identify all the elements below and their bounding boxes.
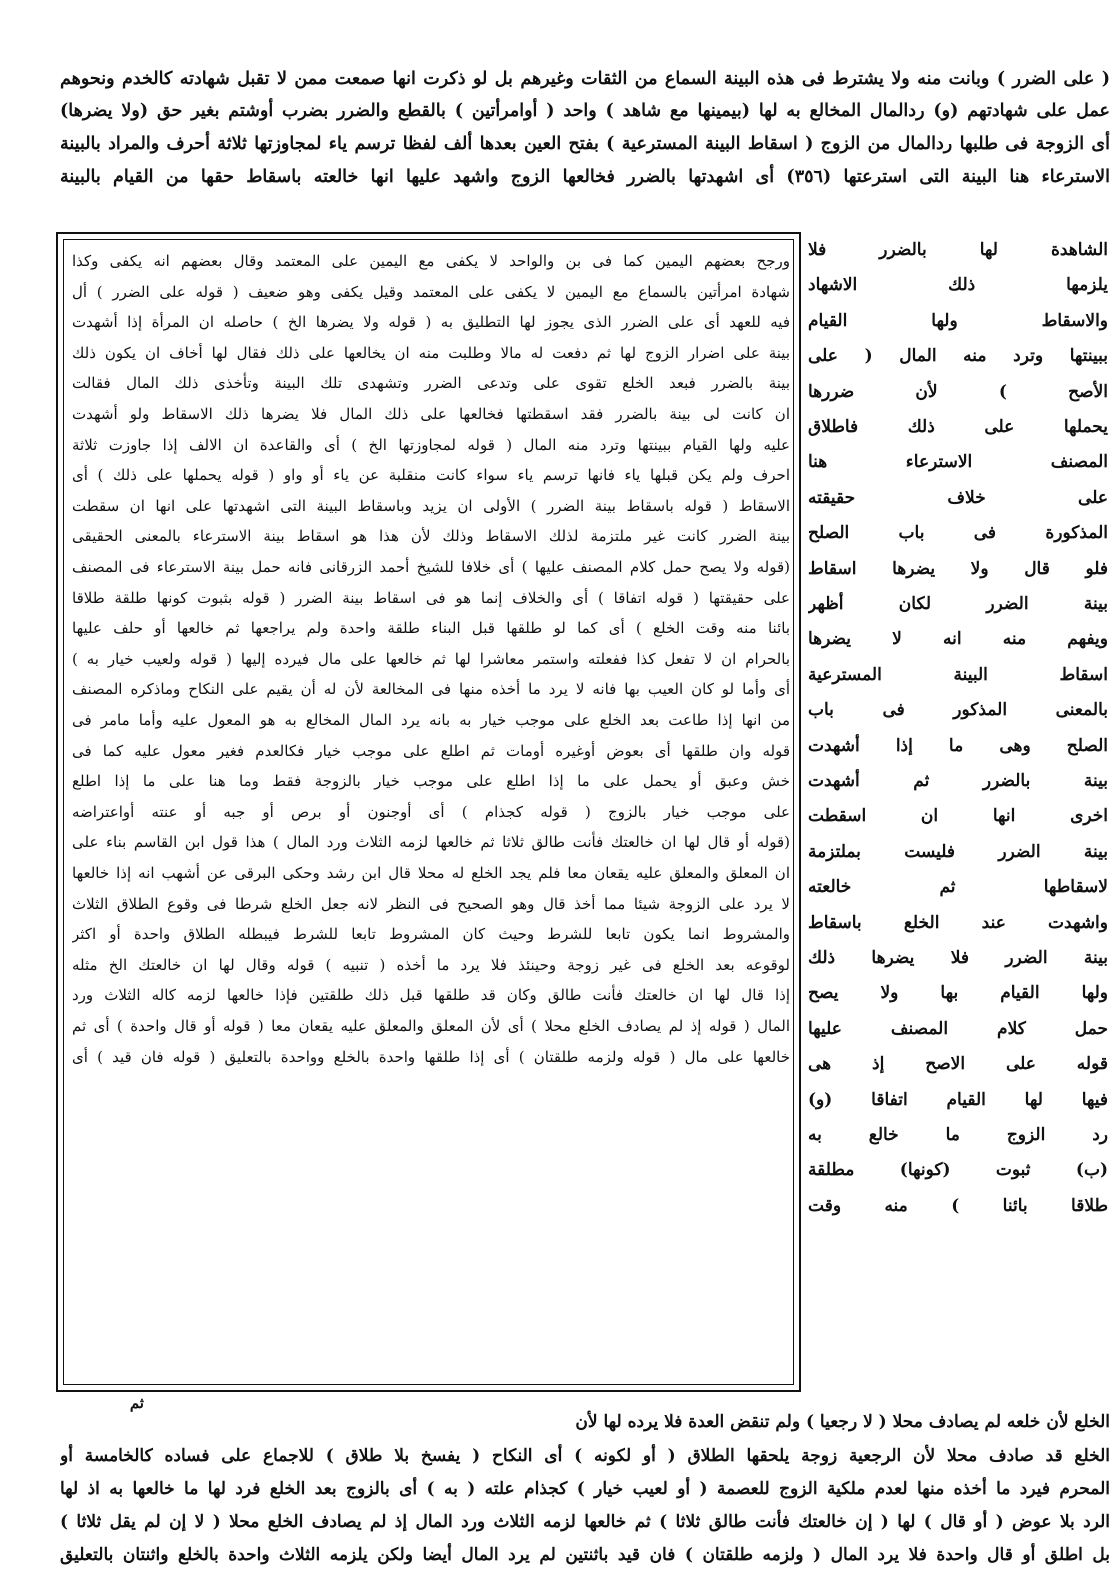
commentary-text-line: احرف ولم يكن قبلها ياء فانها ترسم ياء سواء كانت منقلبة عن ياء أو واو ( قوله يحملها على ذلك ) أى: [72, 466, 790, 485]
side-text-line: (ب) ثبوت (كونها) مطلقة: [808, 1160, 1108, 1181]
commentary-text-line: أى وأما لو كان العيب بها فانه لا يرد ما أخذه منها فى المخالعة لأن له أن يقيم على النكاح وماذكره المصنف: [72, 680, 790, 699]
text-line: أى الزوجة فى طلبها ردالمال من الزوج ( اسقاط البينة المسترعية ) بفتح العين بعدها ألف لفظا ترسم ياء لمجاوزتها ثلاثة أحرف والمراد بالبينة: [60, 134, 1110, 154]
commentary-text-line: بائنا منه وقت الخلع ) أى كما لو طلقها قبل البناء طلقة واحدة ولم يراجعها ثم خالعها أو حلف عليها: [72, 619, 790, 638]
text-line: عمل على شهادتهم (و) ردالمال المخالع به لها (بيمينها مع شاهد ) واحد ( أوامرأتين ) بالقطع والضرر بضرب أوشتم بغير حق (ولا يضرها): [60, 101, 1110, 121]
side-text-line: بينة بالضرر ثم أشهدت: [808, 771, 1108, 791]
commentary-text-line: خش وعبق أو يحمل على ما إذا اطلع على موجب خيار بالزوجة فقط وما هنا على ما إذا اطلع: [72, 772, 790, 791]
side-text-line: فلو قال ولا يضرها اسقاط: [808, 558, 1108, 579]
side-text-line: قوله على الاصح إذ هى: [808, 1054, 1108, 1075]
side-text-line: فيها لها القيام اتفاقا (و): [808, 1089, 1108, 1110]
side-text-line: واشهدت عند الخلع باسقاط: [808, 912, 1108, 933]
side-text-line: ولها القيام بها ولا يصح: [808, 983, 1108, 1004]
commentary-text-line: عليه ولها القيام ببينتها وترد منه المال ( قوله لمجاوزتها الخ ) أى والقاعدة ان الالف إذا جاوزت ثلاثة: [72, 435, 790, 454]
side-text-line: رد الزوج ما خالع به: [808, 1125, 1108, 1145]
side-text-line: ببينتها وترد منه المال ( على: [808, 346, 1108, 367]
side-text-line: اخرى انها ان اسقطت: [808, 806, 1108, 827]
side-text-line: المذكورة فى باب الصلح: [808, 523, 1108, 544]
commentary-text-line: (قوله أو قال لها ان خالعتك فأنت طالق ثلاثا ثم خالعها لزمه الثلاث ورد المال ) هذا قول ابن القاسم بناء على: [72, 833, 790, 852]
side-text-line: ويفهم منه انه لا يضرها: [808, 629, 1108, 650]
text-line: بل اطلق أو قال واحدة فلا يرد المال ( ولزمه طلقتان ) فان قيد باثنتين لم يرد المال أيضا ولكن يلزمه الثلاث واحدة بالخلع واثنتان بالتعليق: [60, 1545, 1110, 1565]
side-text-line: بينة الضرر فليست بملتزمة: [808, 841, 1108, 862]
side-text-line: يلزمها ذلك الاشهاد: [808, 275, 1108, 296]
commentary-text-line: ورجح بعضهم اليمين كما فى بن والواحد لا يكفى مع اليمين على المعتمد وقال بعضهم انه يكفى وكذا: [72, 252, 790, 270]
commentary-text-line: لا يرد على الزوجة شيئا مما أخذ قال وهو الصحيح فى النظر لانه جعل الخلع شرطا فى وقوع الطلاق الثلاث: [72, 894, 790, 913]
text-line: الخلع قد صادف محلا لأن الرجعية زوجة يلحقها الطلاق ( أو لكونه ) أى النكاح ( يفسخ بلا طلاق ) للاجماع على فساده كالخامسة أو: [60, 1446, 1110, 1466]
interline-word: ثم: [129, 1394, 144, 1412]
text-line: الخلع لأن خلعه لم يصادف محلا ( لا رجعيا ) ولم تنقض العدة فلا يرده لها لأن: [575, 1412, 1110, 1432]
side-text-line: بالمعنى المذكور فى باب: [808, 700, 1108, 721]
commentary-text-line: بينة على اضرار الزوج لها ثم دفعت له مالا وطلبت منه ان يخالعها على ذلك فقال لها أخاف ان يكون ذلك: [72, 343, 790, 362]
commentary-text-line: بينة بالضرر فبعد الخلع تقوى على وتدعى الضرر وتشهدى تلك البينة وتأخذى ذلك المال فقالت: [72, 374, 790, 393]
side-text-line: والاسقاط ولها القيام: [808, 310, 1108, 331]
commentary-text-line: لوقوعه بعد الخلع فى غير زوجة وحينئذ فلا يرد ما أخذه ( تنبيه ) قوله وقال لها ان خالعتك الخ مثله: [72, 955, 790, 974]
text-line: الاسترعاء هنا البينة التى استرعتها (٣٥٦) أى اشهدتها بالضرر فخالعها الزوج واشهد عليها انها خالعته باسقاط حقها من القيام بالبينة: [60, 167, 1110, 187]
side-text-line: على خلاف حقيقته: [808, 487, 1108, 508]
side-text-line: الأصح ) لأن ضررها: [808, 381, 1108, 402]
commentary-text-line: من انها إذا طاعت بعد الخلع على موجب خيار به بانه يرد المال المخالع به هو المعول عليه وأما مامر فى: [72, 711, 790, 729]
commentary-text-line: المال ( قوله إذ لم يصادف الخلع محلا ) أى لأن المعلق والمعلق عليه يقعان معا ( قوله أو قال واحدة ) أى ثم: [72, 1017, 790, 1035]
side-text-line: الصلح وهى ما إذا أشهدت: [808, 735, 1108, 756]
side-text-line: بينة الضرر فلا يضرها ذلك: [808, 948, 1108, 968]
commentary-text-line: ان المعلق والمعلق عليه يقعان معا فلم يجد الخلع له محلا قال ابن رشد وحكى البرقى عن أشهب انه إذا خالعها: [72, 864, 790, 882]
commentary-text-line: الاسقاط ( قوله باسقاط بينة الضرر ) الأولى ان يزيد وباسقاط البينة التى اشهدتها على انها ان سقطت: [72, 496, 790, 515]
commentary-text-line: خالعها على مال ( قوله ولزمه طلقتان ) أى إذا طلقها واحدة بالخلع وواحدة بالتعليق ( قوله فان قيد ) أى: [72, 1047, 790, 1066]
side-text-line: لاسقاطها ثم خالعته: [808, 877, 1108, 898]
commentary-text-line: ان كانت لى بينة بالضرر فقد اسقطتها فخالعها على ذلك المال فلا يضرها ذلك الاسقاط ولو أشهدت: [72, 405, 790, 423]
side-text-line: المصنف الاسترعاء هنا: [808, 452, 1108, 473]
commentary-text-line: بالحرام ان لا تفعل كذا ففعلته واستمر معاشرا لها ثم خالعها على مال فيرده إليها ( قوله ولعيب خيار به ): [72, 649, 790, 668]
side-text-line: الشاهدة لها بالضرر فلا: [808, 240, 1108, 260]
side-text-line: بينة الضرر لكان أظهر: [808, 594, 1108, 614]
commentary-text-line: والمشروط انما يكون تابعا للشرط وحيث كان المشروط تابعا للشرط فيبطله الطلاق واحدة أو اكثر: [72, 925, 790, 944]
commentary-text-line: على حقيقتها ( قوله اتفاقا ) أى والخلاف إنما هو فى اسقاط بينة الضرر ( قوله بثبوت كونها طلقة طلاقا: [72, 588, 790, 607]
text-line: المحرم فيرد ما أخذه منها لعدم ملكية الزوج للعصمة ( أو لعيب خيار ) كجذام علته ( به ) أى بالزوج بعد الخلع فرد لها ما خالعها به اذ لها: [60, 1479, 1110, 1499]
text-line: ( على الضرر ) وبانت منه ولا يشترط فى هذه البينة السماع من الثقات وغيرهم بل لو ذكرت انها صمعت ممن لا تقبل شهادته كالخدم ونحوهم: [60, 69, 1110, 89]
side-text-line: اسقاط البينة المسترعية: [808, 664, 1108, 685]
commentary-text-line: فيه للعهد أى على الضرر الذى يجوز لها التطليق به ( قوله ولا يضرها الخ ) حاصله ان المرأة إذا أشهدت: [72, 313, 790, 332]
side-text-line: طلاقا بائنا ) منه وقت: [808, 1195, 1108, 1216]
commentary-text-line: قوله وان طلقها أى بعوض أوغيره أومات ثم اطلع على موجب خيار فكالعدم فغير معول عليه كما فى: [72, 741, 790, 760]
text-line: الرد بلا عوض ( أو قال ) لها ( إن خالعتك فأنت طالق ثلاثا ) ثم خالعها لزمه الثلاث ورد المال إذ لم يصادف الخلع محلا ( لا إن لم يقل ثلاثا ): [60, 1512, 1110, 1532]
commentary-text-line: شهادة امرأتين بالسماع مع اليمين لا يكفى على المعتمد وقيل يكفى وهو ضعيف ( قوله على الضرر ) أل: [72, 282, 790, 301]
commentary-text-line: إذا قال لها ان خالعتك فأنت طالق وكان قد طلقها قبل ذلك طلقتين فإذا خالعها لزمه كاله الثلاث ورد: [72, 986, 790, 1005]
commentary-text-line: بينة الضرر كانت غير ملتزمة لذلك الاسقاط وذلك لأن هذا هو اسقاط بينة الاسترعاء بالمعنى الحقيقى: [72, 527, 790, 546]
commentary-text-line: على موجب خيار بالزوج ( قوله كجذام ) أى أوجنون أو برص أو جبه أو عنته أواعتراضه: [72, 802, 790, 821]
commentary-text-line: (قوله ولا يصح حمل كلام المصنف عليها ) أى خلافا للشيخ أحمد الزرقانى فانه حمل بينة الاسترعاء فى المصنف: [72, 558, 790, 576]
side-text-line: يحملها على ذلك فاطلاق: [808, 417, 1108, 437]
side-text-line: حمل كلام المصنف عليها: [808, 1018, 1108, 1039]
